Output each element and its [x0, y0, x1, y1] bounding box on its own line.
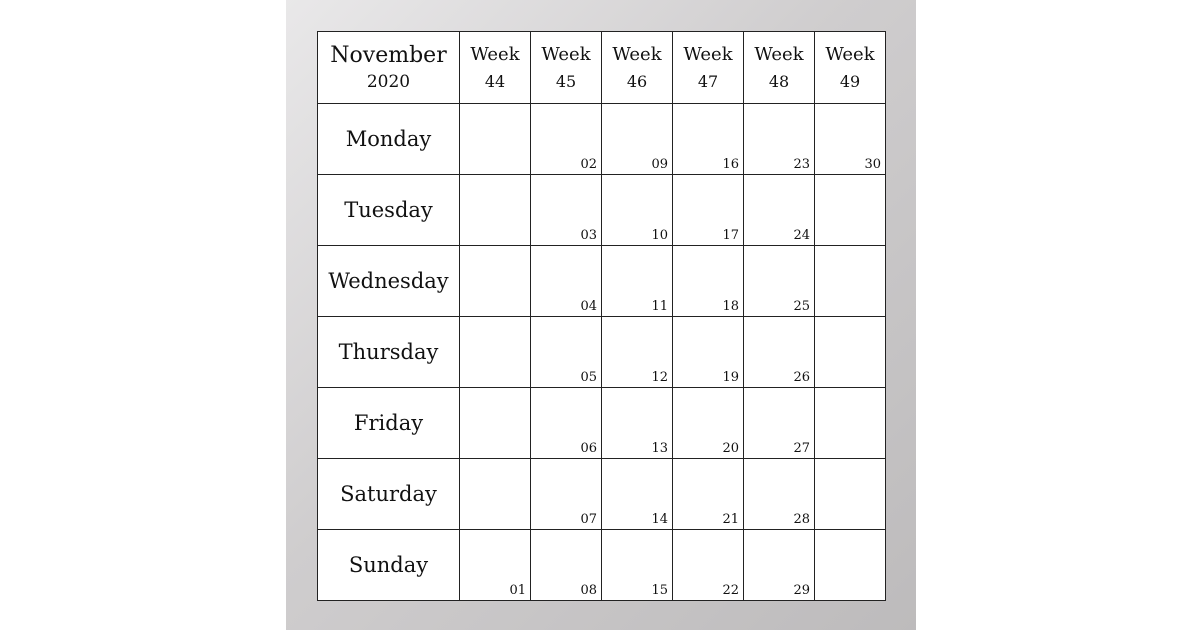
date-cell[interactable] [673, 388, 744, 459]
date-number: 18 [722, 299, 739, 314]
date-cell[interactable] [602, 317, 673, 388]
date-cell[interactable] [744, 104, 815, 175]
date-cell[interactable] [602, 104, 673, 175]
date-cell[interactable] [744, 246, 815, 317]
week-word: Week [825, 43, 875, 65]
date-cell[interactable] [460, 530, 531, 601]
date-number: 06 [580, 441, 597, 456]
day-name: Thursday [338, 340, 439, 364]
month-header-cell [318, 32, 460, 104]
date-cell[interactable] [531, 175, 602, 246]
day-label-cell [318, 175, 460, 246]
date-cell[interactable] [673, 459, 744, 530]
date-number: 07 [580, 512, 597, 527]
date-cell[interactable] [602, 388, 673, 459]
date-number: 15 [651, 583, 668, 598]
date-number: 25 [793, 299, 810, 314]
week-number: 44 [484, 71, 506, 91]
week-header-cell [744, 32, 815, 104]
date-number: 09 [651, 157, 668, 172]
date-number: 21 [722, 512, 739, 527]
week-word: Week [754, 43, 804, 65]
date-cell[interactable] [815, 317, 886, 388]
date-number: 11 [651, 299, 668, 314]
week-word: Week [683, 43, 733, 65]
date-number: 13 [651, 441, 668, 456]
date-cell[interactable] [531, 246, 602, 317]
day-name: Sunday [348, 553, 429, 577]
week-number: 46 [626, 71, 648, 91]
date-number: 24 [793, 228, 810, 243]
date-cell[interactable] [673, 317, 744, 388]
week-word: Week [612, 43, 662, 65]
date-cell[interactable] [673, 104, 744, 175]
date-cell[interactable] [460, 175, 531, 246]
week-word: Week [541, 43, 591, 65]
date-cell[interactable] [602, 530, 673, 601]
date-cell[interactable] [815, 246, 886, 317]
date-cell[interactable] [744, 175, 815, 246]
date-cell[interactable] [673, 246, 744, 317]
date-number: 28 [793, 512, 810, 527]
date-cell[interactable] [531, 388, 602, 459]
date-number: 12 [651, 370, 668, 385]
month-label: November [330, 42, 447, 68]
date-number: 01 [509, 583, 526, 598]
day-name: Tuesday [344, 198, 433, 222]
week-number: 49 [839, 71, 861, 91]
day-label-cell [318, 317, 460, 388]
date-cell[interactable] [460, 104, 531, 175]
day-name: Saturday [340, 482, 437, 506]
week-number: 45 [555, 71, 577, 91]
date-cell[interactable] [531, 530, 602, 601]
week-header-cell [602, 32, 673, 104]
date-cell[interactable] [460, 317, 531, 388]
date-cell[interactable] [815, 530, 886, 601]
date-cell[interactable] [531, 459, 602, 530]
date-number: 30 [864, 157, 881, 172]
date-number: 03 [580, 228, 597, 243]
year-label: 2020 [366, 71, 411, 92]
date-cell[interactable] [460, 388, 531, 459]
date-cell[interactable] [744, 317, 815, 388]
date-cell[interactable] [602, 246, 673, 317]
date-cell[interactable] [744, 388, 815, 459]
date-number: 19 [722, 370, 739, 385]
date-cell[interactable] [531, 317, 602, 388]
week-header-cell [460, 32, 531, 104]
day-name: Friday [353, 411, 424, 435]
date-number: 14 [651, 512, 668, 527]
week-header-cell [673, 32, 744, 104]
day-label-cell [318, 388, 460, 459]
date-number: 27 [793, 441, 810, 456]
date-number: 29 [793, 583, 810, 598]
date-cell[interactable] [531, 104, 602, 175]
date-number: 08 [580, 583, 597, 598]
date-cell[interactable] [602, 459, 673, 530]
date-number: 10 [651, 228, 668, 243]
date-cell[interactable] [460, 246, 531, 317]
date-cell[interactable] [602, 175, 673, 246]
date-number: 22 [722, 583, 739, 598]
day-label-cell [318, 246, 460, 317]
date-cell[interactable] [744, 459, 815, 530]
date-cell[interactable] [744, 530, 815, 601]
date-number: 05 [580, 370, 597, 385]
week-word: Week [470, 43, 520, 65]
day-name: Wednesday [328, 269, 449, 293]
day-name: Monday [345, 127, 432, 151]
date-cell[interactable] [815, 459, 886, 530]
day-label-cell [318, 459, 460, 530]
date-number: 02 [580, 157, 597, 172]
week-header-cell [531, 32, 602, 104]
date-cell[interactable] [815, 388, 886, 459]
date-number: 04 [580, 299, 597, 314]
date-number: 20 [722, 441, 739, 456]
date-cell[interactable] [673, 175, 744, 246]
date-cell[interactable] [815, 175, 886, 246]
date-number: 26 [793, 370, 810, 385]
date-number: 23 [793, 157, 810, 172]
date-number: 17 [722, 228, 739, 243]
week-header-cell [815, 32, 886, 104]
day-label-cell [318, 530, 460, 601]
week-number: 48 [768, 71, 790, 91]
date-number: 16 [722, 157, 739, 172]
date-cell[interactable] [673, 530, 744, 601]
date-cell[interactable] [815, 104, 886, 175]
date-cell[interactable] [460, 459, 531, 530]
day-label-cell [318, 104, 460, 175]
week-number: 47 [697, 71, 719, 91]
calendar-grid [317, 31, 886, 601]
